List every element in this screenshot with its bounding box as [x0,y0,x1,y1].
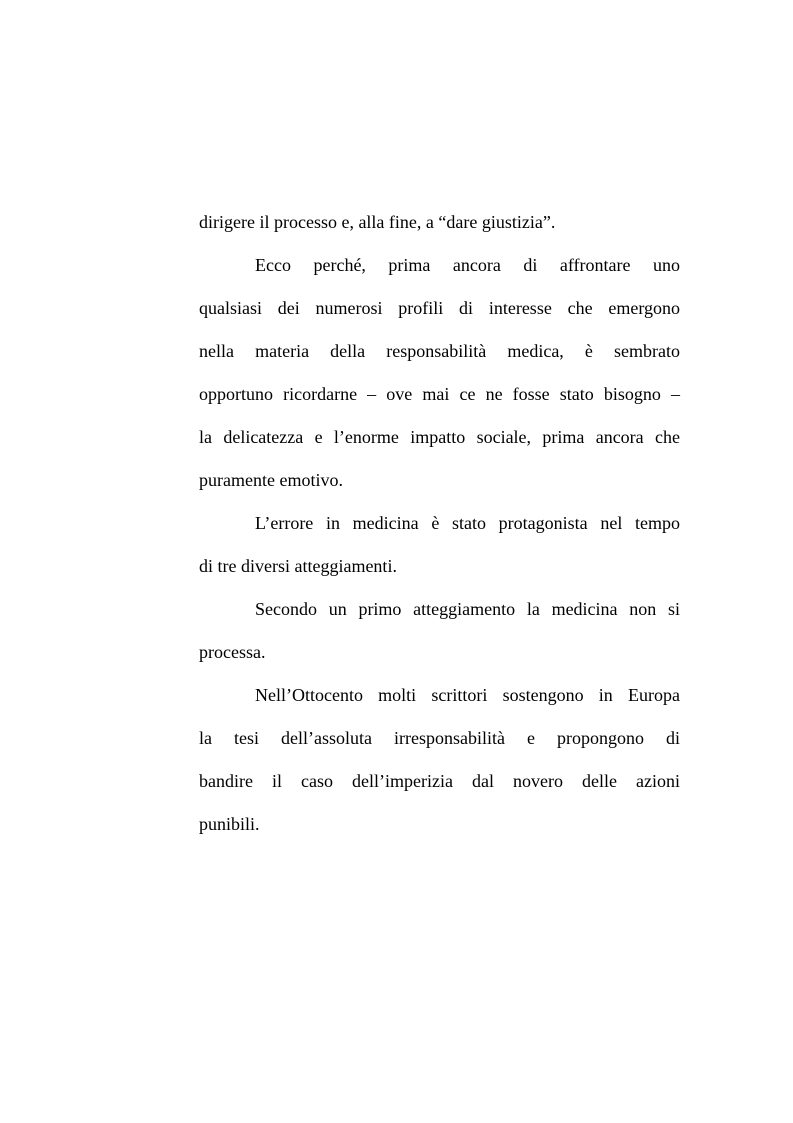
text-line: processa. [199,642,266,662]
text-line: bandire il caso dell’imperizia dal novero delle azioni [199,771,680,791]
text-line: nella materia della responsabilità medica, è sembrato [199,341,680,361]
text-line: Secondo un primo atteggiamento la medicina non si [255,599,680,619]
text-line: qualsiasi dei numerosi profili di interesse che emergono [199,298,680,318]
text-line: puramente emotivo. [199,470,343,490]
text-line: di tre diversi atteggiamenti. [199,556,397,576]
paragraph-ottocento [199,674,680,846]
text-line: L’errore in medicina è stato protagonista nel tempo [255,513,680,533]
body-text [199,201,680,846]
text-line: punibili. [199,814,260,834]
paragraph-primo-atteggiamento [199,588,680,674]
text-line: la tesi dell’assoluta irresponsabilità e propongono di [199,728,680,748]
text-line: la delicatezza e l’enorme impatto sociale, prima ancora che [199,427,680,447]
text-line: Nell’Ottocento molti scrittori sostengono in Europa [255,685,680,705]
text-line: dirigere il processo e, alla fine, a “dare giustizia”. [199,212,556,232]
text-line: Ecco perché, prima ancora di affrontare uno [255,255,680,275]
text-line: opportuno ricordarne – ove mai ce ne fosse stato bisogno – [199,384,680,404]
paragraph-continuation [199,201,680,244]
paragraph-errore-medicina [199,502,680,588]
paragraph-ecco-perche [199,244,680,502]
